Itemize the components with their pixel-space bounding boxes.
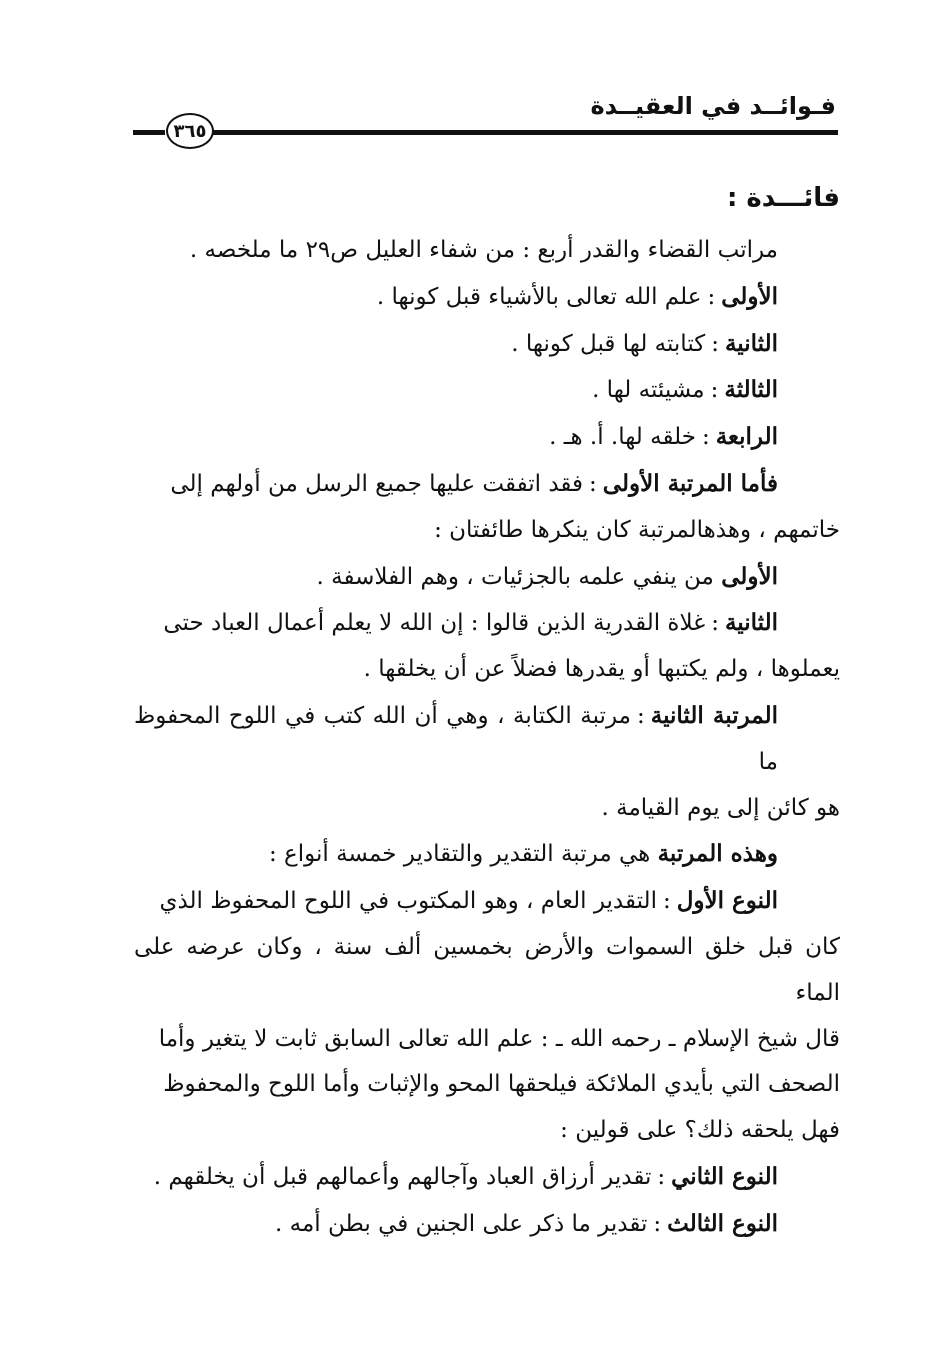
body-lines <box>134 228 840 1248</box>
line-text: تقدير ما ذكر على الجنين في بطن أمه . <box>275 1210 648 1237</box>
line-text: خلقه لها. أ. هـ . <box>549 424 696 451</box>
label-separator: : <box>589 470 597 497</box>
text-line <box>134 1201 840 1248</box>
line-text: علم الله تعالى بالأشياء قبل كونها . <box>376 283 702 310</box>
line-label: وهذه المرتبة <box>657 840 778 868</box>
line-label: الثانية <box>724 609 778 637</box>
line-text: الصحف التي بأيدي الملائكة فيلحقها المحو والإثبات وأما اللوح والمحفوظ <box>163 1071 840 1098</box>
line-text: مراتب القضاء والقدر أربع : من شفاء العليل ص٢٩ ما ملخصه . <box>189 237 778 263</box>
line-text: فقد اتفقت عليها جميع الرسل من أولهم إلى <box>170 470 584 497</box>
line-text: كتابته لها قبل كونها . <box>511 330 706 357</box>
label-separator: : <box>662 888 671 915</box>
line-label: النوع الثاني <box>671 1162 778 1190</box>
text-line <box>134 1017 840 1063</box>
header-rule <box>210 130 838 135</box>
line-text: مرتبة الكتابة ، وهي أن الله كتب في اللوح المحفوظ ما <box>134 702 778 775</box>
text-line <box>134 1062 840 1108</box>
text-line <box>134 693 840 786</box>
text-line <box>134 831 840 878</box>
line-text: كان قبل خلق السموات والأرض بخمسين ألف سنة ، وكان عرضه على الماء <box>134 933 840 1006</box>
label-separator: : <box>653 1210 662 1237</box>
line-label: الثالثة <box>724 376 778 404</box>
line-text: فهل يلحقه ذلك؟ على قولين : <box>560 1117 840 1144</box>
text-line <box>134 508 840 554</box>
text-line <box>134 600 840 647</box>
line-text: غلاة القدرية الذين قالوا : إن الله لا يعلم أعمال العباد حتى <box>163 610 706 637</box>
running-title: فـوائــد في العقيــدة <box>590 92 836 120</box>
line-label: الأولى <box>721 562 778 590</box>
line-text: هي مرتبة التقدير والتقادير خمسة أنواع : <box>268 841 651 868</box>
line-text: مشيئته لها . <box>592 377 705 404</box>
text-line <box>134 228 840 274</box>
text-line <box>134 925 840 1017</box>
label-separator: : <box>636 702 645 729</box>
text-line <box>134 878 840 925</box>
line-text: قال شيخ الإسلام ـ رحمه الله ـ : علم الله تعالى السابق ثابت لا يتغير وأما <box>158 1025 840 1052</box>
label-separator: : <box>710 377 719 404</box>
line-label: الأولى <box>721 282 778 310</box>
text-line <box>134 367 840 414</box>
label-separator: : <box>701 424 710 451</box>
text-line <box>134 321 840 368</box>
header-rule-left <box>133 130 165 135</box>
text-line <box>134 554 840 601</box>
line-text: تقدير أرزاق العباد وآجالهم وأعمالهم قبل أن يخلقهم . <box>153 1163 652 1190</box>
text-line <box>134 461 840 508</box>
text-line <box>134 274 840 321</box>
text-line <box>134 647 840 693</box>
line-text: من ينفي علمه بالجزئيات ، وهم الفلاسفة . <box>316 563 714 590</box>
label-separator: : <box>707 283 716 310</box>
section-title: فائـــدة : <box>726 183 840 213</box>
line-label: النوع الثالث <box>667 1209 778 1237</box>
label-separator: : <box>657 1163 666 1190</box>
line-text: التقدير العام ، وهو المكتوب في اللوح المحفوظ الذي <box>159 888 657 915</box>
text-line <box>134 1108 840 1154</box>
page-number: ٣٦٥ <box>166 113 214 149</box>
line-label: الثانية <box>724 329 778 357</box>
line-label: المرتبة الثانية <box>650 701 778 729</box>
line-text: خاتمهم ، وهذهالمرتبة كان ينكرها طائفتان : <box>434 516 840 543</box>
text-line <box>134 786 840 832</box>
line-label: النوع الأول <box>676 887 778 915</box>
text-line <box>134 414 840 461</box>
label-separator: : <box>711 330 719 357</box>
page-body <box>134 168 840 1248</box>
line-text: يعملوها ، ولم يكتبها أو يقدرها فضلاً عن أن يخلقها . <box>363 656 840 683</box>
text-line <box>134 1154 840 1201</box>
label-separator: : <box>711 610 719 637</box>
line-label: الرابعة <box>715 423 778 451</box>
line-text: هو كائن إلى يوم القيامة . <box>601 794 840 821</box>
line-label: فأما المرتبة الأولى <box>602 469 778 497</box>
